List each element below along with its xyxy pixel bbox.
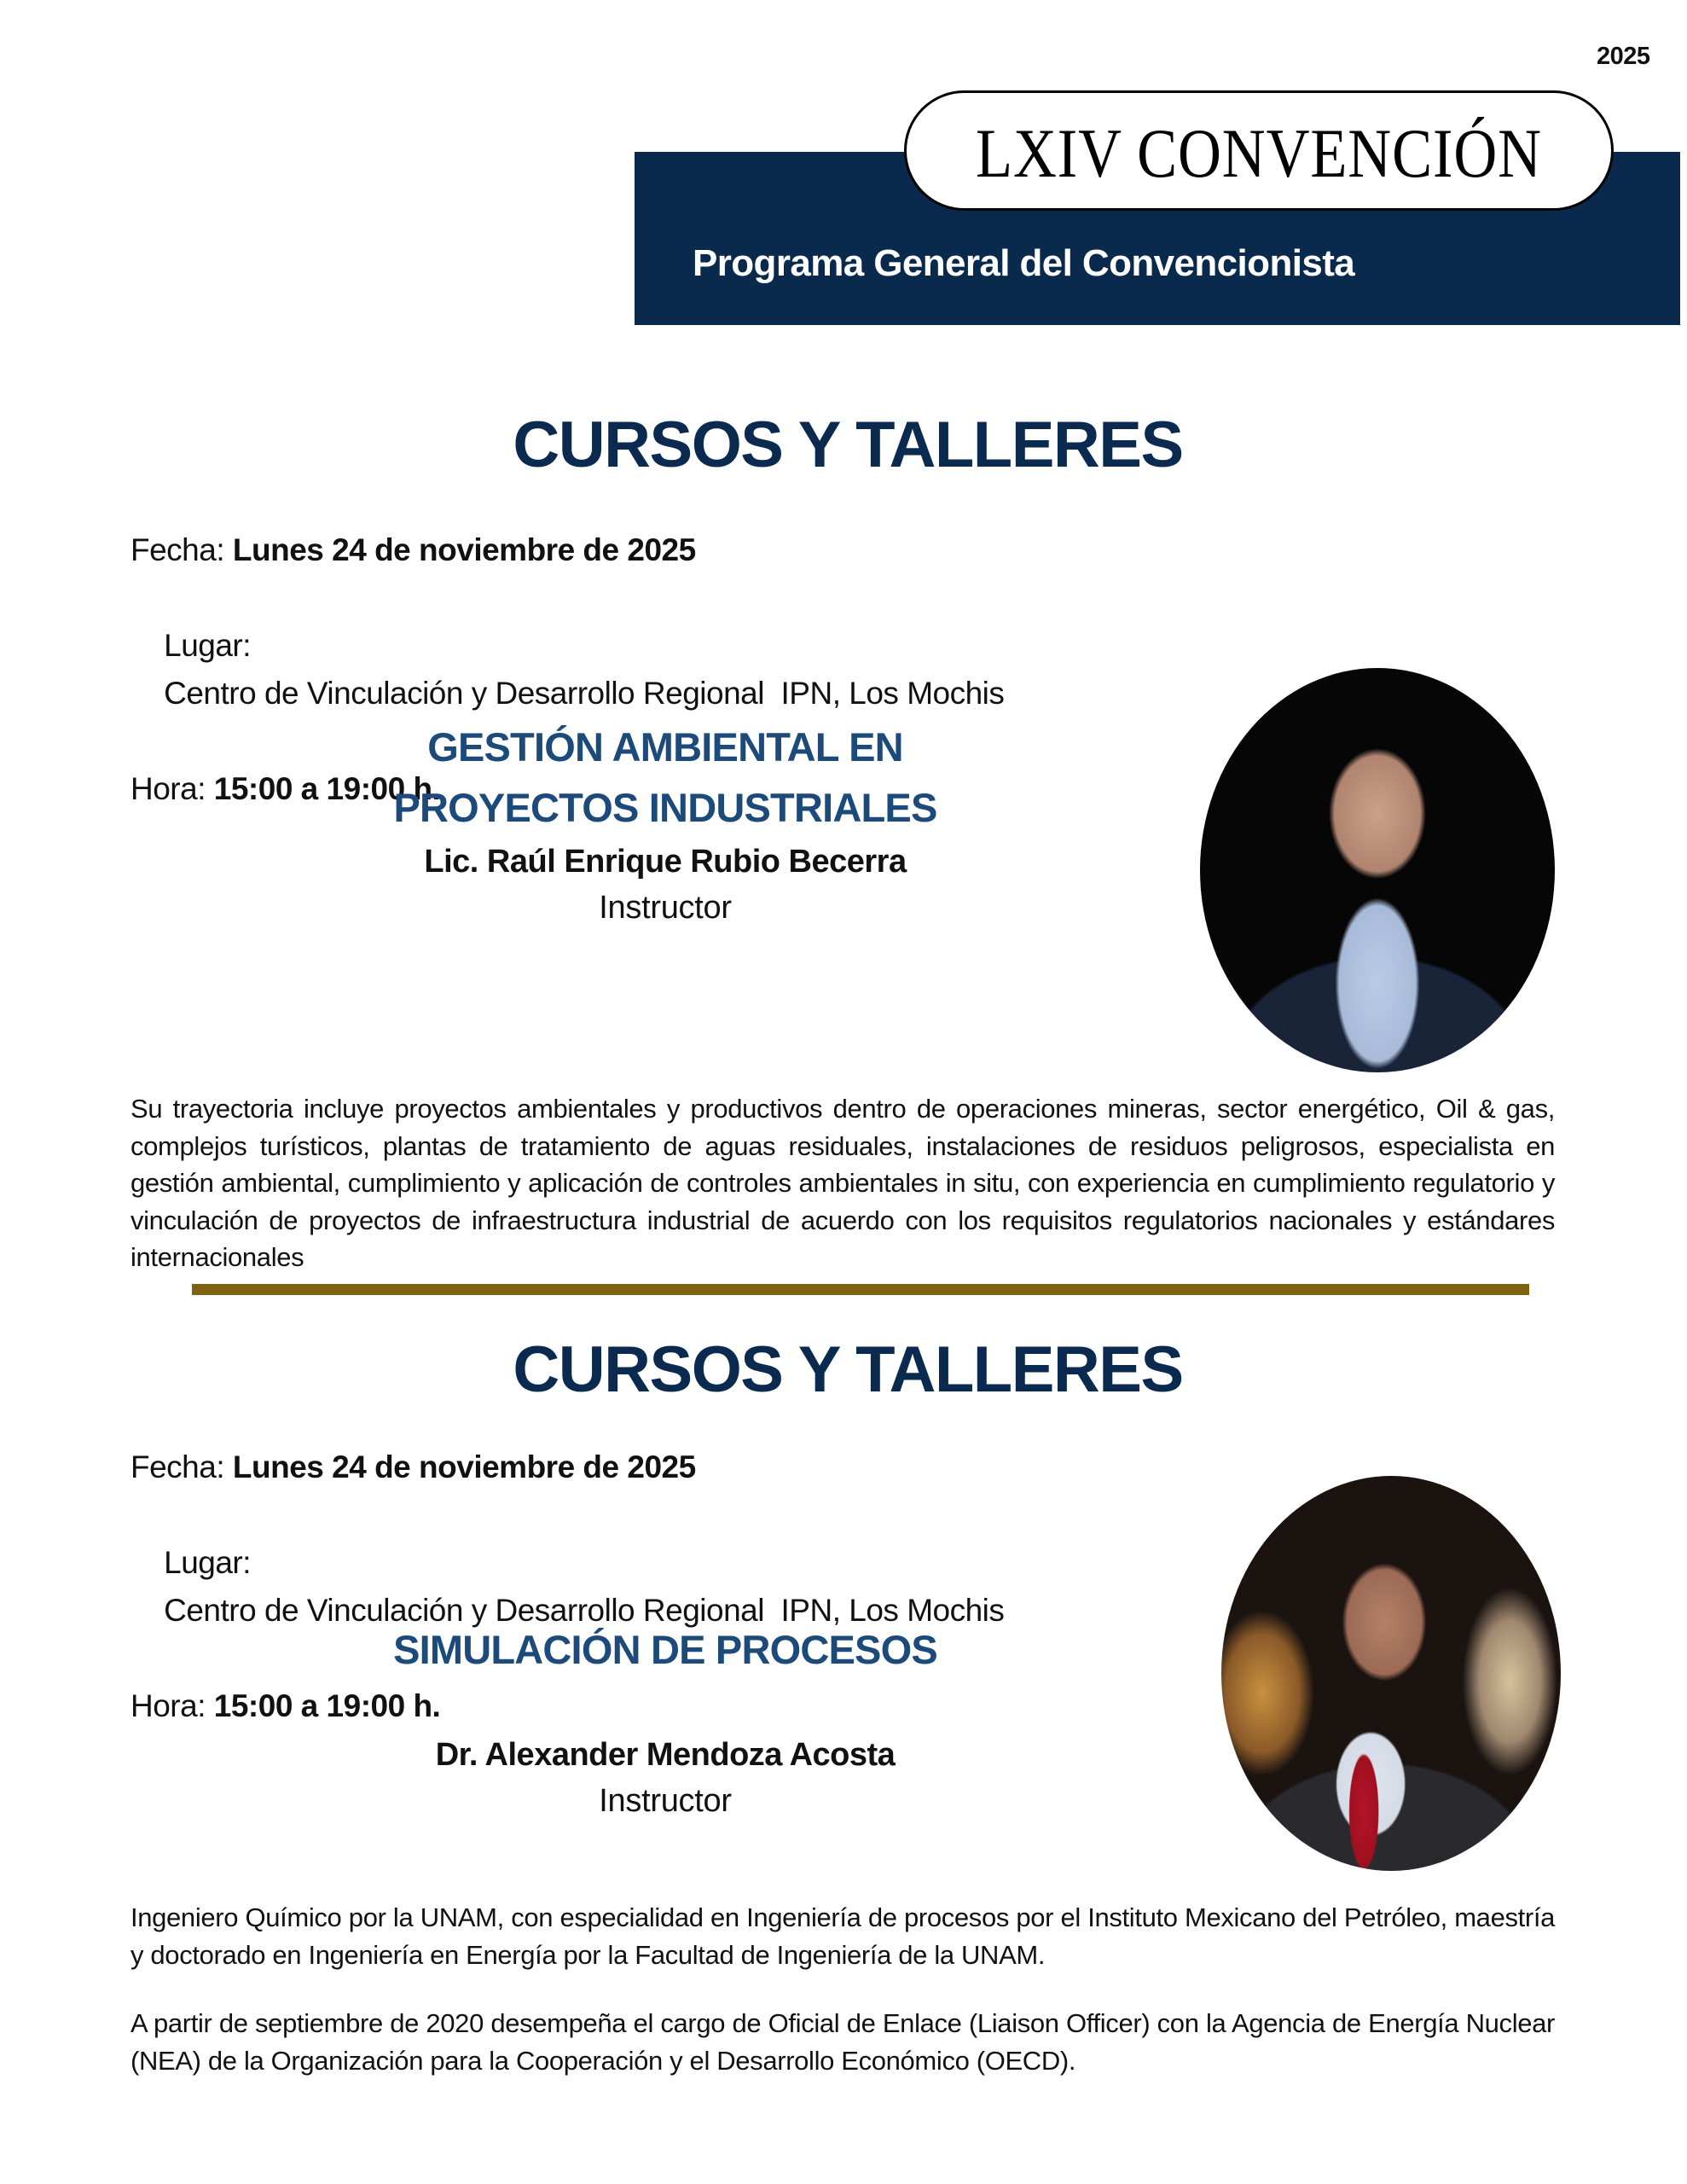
instructor-name: Dr. Alexander Mendoza Acosta — [435, 1737, 896, 1773]
instructor-bio-2 — [130, 1899, 1555, 2079]
hora-value: 15:00 a 19:00 h. — [213, 1688, 441, 1723]
course-title-line-1: GESTIÓN AMBIENTAL EN — [427, 724, 903, 770]
bio-paragraph: Su trayectoria incluye proyectos ambientales y productivos dentro de operaciones mineras, sector energético, Oil & gas, complejos turísticos, plantas de tratamiento de aguas residuales, instalaciones de residuos peligrosos, especialista en gestión ambiental, cumplimiento y aplicación de controles ambientales in situ, con experiencia en cumplimiento regulatorio y vinculación de proyectos de infraestructura industrial de acuerdo con los requisitos regulatorios nacionales y estándares internacionales — [130, 1094, 1555, 1272]
section-divider — [192, 1284, 1529, 1295]
fecha-row — [130, 526, 1004, 574]
instructor-name: Lic. Raúl Enrique Rubio Becerra — [424, 844, 907, 880]
program-subtitle: Programa General del Convencionista — [693, 242, 1355, 284]
course-block-1 — [341, 717, 989, 932]
instructor-portrait-icon — [1221, 1476, 1561, 1871]
section-heading-1 — [0, 408, 1687, 482]
instructor-role: Instructor — [599, 890, 732, 926]
hora-value: 15:00 a 19:00 h. — [213, 771, 441, 806]
fecha-row — [130, 1443, 1004, 1491]
fecha-label: Fecha: — [130, 532, 225, 567]
instructor-bio-1 — [130, 1090, 1555, 1276]
bio-paragraph: Ingeniero Químico por la UNAM, con especialidad en Ingeniería de procesos por el Instituto Mexicano del Petróleo, maestría y doctorado en Ingeniería en Energía por la Facultad de Ingeniería de la UNAM. — [130, 1902, 1555, 1970]
hora-label: Hora: — [130, 771, 206, 806]
section-heading-text: CURSOS Y TALLERES — [513, 409, 1183, 481]
section-heading-2 — [0, 1333, 1687, 1407]
bio-paragraph: A partir de septiembre de 2020 desempeña el cargo de Oficial de Enlace (Liaison Officer) con la Agencia de Energía Nuclear (NEA) de la Organización para la Cooperación y el Desarrollo Económico (OECD). — [130, 2008, 1555, 2076]
hora-label: Hora: — [130, 1688, 206, 1723]
lugar-value: Centro de Vinculación y Desarrollo Regional IPN, Los Mochis — [164, 1593, 1005, 1628]
instructor-portrait-icon — [1200, 668, 1555, 1072]
course-title-line-2: PROYECTOS INDUSTRIALES — [393, 785, 937, 830]
fecha-label: Fecha: — [130, 1449, 225, 1484]
course-title-line-1: SIMULACIÓN DE PROCESOS — [393, 1627, 937, 1672]
lugar-label: Lugar: — [164, 628, 252, 663]
year-label: 2025 — [1597, 43, 1650, 70]
course-block-2 — [341, 1619, 989, 1825]
fecha-value: Lunes 24 de noviembre de 2025 — [232, 1449, 696, 1484]
fecha-value: Lunes 24 de noviembre de 2025 — [232, 532, 696, 567]
instructor-role: Instructor — [599, 1783, 732, 1819]
lugar-label: Lugar: — [164, 1545, 252, 1580]
section-heading-text: CURSOS Y TALLERES — [513, 1333, 1183, 1406]
convention-title-pill — [904, 90, 1614, 211]
convention-title: LXIV CONVENCIÓN — [976, 113, 1542, 192]
lugar-value: Centro de Vinculación y Desarrollo Regional IPN, Los Mochis — [164, 676, 1005, 711]
